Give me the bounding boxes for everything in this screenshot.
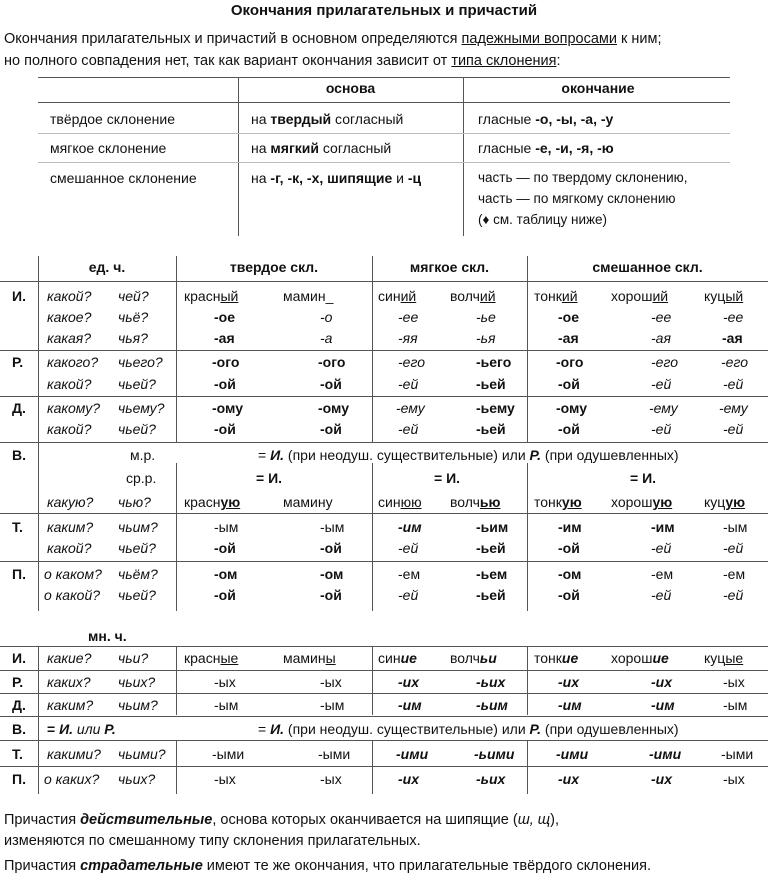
question: чьим? xyxy=(118,697,158,713)
word: синие xyxy=(378,650,417,666)
ending: -ой xyxy=(320,587,342,603)
question: чьей? xyxy=(118,421,156,437)
ending: -ьей xyxy=(476,376,506,392)
note-mixed: изменяются по смешанному типу склонения прилагательных. xyxy=(4,833,421,849)
ending: -ому xyxy=(212,400,243,416)
ending: -ыми xyxy=(721,746,754,762)
ending: -ой xyxy=(320,376,342,392)
case-label: В. xyxy=(12,721,26,737)
ending: -ому xyxy=(318,400,349,416)
word: волчью xyxy=(450,494,501,510)
question: о каком? xyxy=(44,566,102,582)
ending: -ой xyxy=(214,421,236,437)
note-passive-participles: Причастия страдательные имеют те же окончания, что прилагательные твёрдого склонения. xyxy=(4,858,652,874)
type-ending-line: часть — по мягкому склонению xyxy=(478,191,676,206)
ending: -ым xyxy=(723,697,748,713)
ending: -ее xyxy=(651,309,672,325)
plural-label: мн. ч. xyxy=(88,628,127,644)
type-base: на мягкий согласный xyxy=(251,140,392,156)
ending: -ого xyxy=(212,354,240,370)
ending: -ой xyxy=(214,587,236,603)
word: мамины xyxy=(283,650,336,666)
ending: -ое xyxy=(214,309,235,325)
question: чьей? xyxy=(118,376,156,392)
case-label: П. xyxy=(12,566,26,582)
question: чьей? xyxy=(118,540,156,556)
ending: -ей xyxy=(651,376,672,392)
question: какой? xyxy=(47,376,92,392)
case-label: И. xyxy=(12,288,26,304)
ending: -ых xyxy=(214,674,236,690)
ending: -ой xyxy=(558,587,580,603)
ending: -их xyxy=(398,674,419,690)
ending: -их xyxy=(558,771,579,787)
ending: -ой xyxy=(558,421,580,437)
case-label: Р. xyxy=(12,674,24,690)
type-base: на твердый согласный xyxy=(251,111,404,127)
ending: -ьего xyxy=(476,354,512,370)
question: чей? xyxy=(118,288,149,304)
case-label: Т. xyxy=(12,746,23,762)
ending: -его xyxy=(398,354,425,370)
ending: -его xyxy=(651,354,678,370)
ending: -ьему xyxy=(476,400,515,416)
ending: -ом xyxy=(320,566,344,582)
ending: -ей xyxy=(651,540,672,556)
word: тонкие xyxy=(534,650,579,666)
ending: -ыми xyxy=(318,746,351,762)
question: какими? xyxy=(47,746,101,762)
question: какого? xyxy=(47,354,99,370)
question: чья? xyxy=(118,330,148,346)
word: хороший xyxy=(611,288,669,304)
case-label: Т. xyxy=(12,519,23,535)
ending: -им xyxy=(398,519,422,535)
case-label: Р. xyxy=(12,354,24,370)
case-label: Д. xyxy=(12,400,26,416)
ending: -их xyxy=(651,771,672,787)
ending: -ьим xyxy=(476,697,508,713)
question: чьих? xyxy=(118,674,156,690)
ending: -им xyxy=(398,697,422,713)
ending: -ем xyxy=(723,566,746,582)
type-ending: гласные -е, -и, -я, -ю xyxy=(478,140,614,156)
ending: -ьих xyxy=(476,771,506,787)
question: чьим? xyxy=(118,519,158,535)
ending: -ой xyxy=(558,376,580,392)
ending: -ей xyxy=(723,376,744,392)
ending: -ей xyxy=(723,587,744,603)
ending: -ым xyxy=(723,519,748,535)
ending: -ая xyxy=(558,330,579,346)
case-label: И. xyxy=(12,650,26,666)
word: синий xyxy=(378,288,417,304)
ending: -ему xyxy=(719,400,748,416)
ending: -ая xyxy=(214,330,235,346)
question: какой? xyxy=(47,540,92,556)
ending: -ого xyxy=(318,354,346,370)
equals-nom: = И. xyxy=(630,470,657,486)
ending: -ем xyxy=(398,566,421,582)
ending: -ыми xyxy=(212,746,245,762)
equals-nom: = И. xyxy=(434,470,461,486)
ending: -ых xyxy=(214,771,236,787)
word: красную xyxy=(184,494,241,510)
ending: -ом xyxy=(558,566,582,582)
word: волчий xyxy=(450,288,496,304)
question: чьей? xyxy=(118,587,156,603)
question: чьего? xyxy=(118,354,163,370)
intro-line-1: Окончания прилагательных и причастий в основном определяются падежными вопросами к ним; xyxy=(4,31,662,47)
ending: -ому xyxy=(556,400,587,416)
ending: -ей xyxy=(398,540,419,556)
page-title: Окончания прилагательных и причастий xyxy=(230,2,538,19)
ending: -ая xyxy=(722,330,743,346)
question: чьём? xyxy=(118,566,158,582)
case-label: В. xyxy=(12,447,26,463)
question: каких? xyxy=(47,674,91,690)
ending: -им xyxy=(651,519,675,535)
gender-label: м.р. xyxy=(130,447,156,463)
ending: -ей xyxy=(651,421,672,437)
ending: -ых xyxy=(320,771,342,787)
ending: -ой xyxy=(320,421,342,437)
ending: -ым xyxy=(320,519,345,535)
ending: -ей xyxy=(651,587,672,603)
note-active-participles: Причастия действительные, основа которых оканчивается на шипящие (ш, щ), xyxy=(4,812,559,828)
ending: -ими xyxy=(649,746,682,762)
word: куцые xyxy=(704,650,744,666)
gender-label: ср.р. xyxy=(126,470,157,486)
ending: -яя xyxy=(398,330,418,346)
ending: -ой xyxy=(558,540,580,556)
type-ending-line: часть — по твердому склонению, xyxy=(478,170,688,185)
ending: -ой xyxy=(320,540,342,556)
ending: -им xyxy=(651,697,675,713)
question: о каких? xyxy=(44,771,100,787)
question: чьи? xyxy=(118,650,149,666)
ending: -ая xyxy=(651,330,671,346)
ending: -ых xyxy=(320,674,342,690)
ending: -ым xyxy=(214,519,239,535)
ending: -их xyxy=(398,771,419,787)
ending: -ей xyxy=(398,587,419,603)
word: куцую xyxy=(704,494,746,510)
type-name: мягкое склонение xyxy=(50,140,167,156)
ending: -о xyxy=(320,309,333,325)
ending: -ого xyxy=(556,354,584,370)
question: чьё? xyxy=(118,309,149,325)
word: куцый xyxy=(704,288,744,304)
word: волчьи xyxy=(450,650,497,666)
question: чью? xyxy=(118,494,151,510)
ending: -ей xyxy=(398,376,419,392)
type-ending: гласные -о, -ы, -а, -у xyxy=(478,111,614,127)
header-base: основа xyxy=(325,80,376,96)
ending: -ее xyxy=(723,309,744,325)
ending: -ими xyxy=(396,746,429,762)
ending: -ой xyxy=(214,376,236,392)
ending: -ья xyxy=(476,330,496,346)
word: тонкий xyxy=(534,288,578,304)
ending: -ей xyxy=(723,540,744,556)
ending: -ьих xyxy=(476,674,506,690)
ending: -ему xyxy=(649,400,678,416)
ending: -ему xyxy=(396,400,425,416)
accusative-rule: = И. (при неодуш. существительные) или Р. (при одушевленных) xyxy=(258,447,679,463)
ending: -ей xyxy=(398,421,419,437)
word: хорошую xyxy=(611,494,673,510)
ending: -ых xyxy=(723,674,745,690)
ending: -ым xyxy=(320,697,345,713)
word: красные xyxy=(184,650,239,666)
question: о какой? xyxy=(44,587,101,603)
word: мамину xyxy=(283,494,333,510)
type-base: на -г, -к, -х, шипящие и -ц xyxy=(251,170,422,186)
ending: -ьей xyxy=(476,540,506,556)
type-name: твёрдое склонение xyxy=(50,111,175,127)
ending: -им xyxy=(558,697,582,713)
ending: -ой xyxy=(214,540,236,556)
accusative-rule: = И. (при неодуш. существительные) или Р. (при одушевленных) xyxy=(258,721,679,737)
word: хорошие xyxy=(611,650,669,666)
ending: -ом xyxy=(214,566,238,582)
header-ending: окончание xyxy=(561,80,635,96)
question: каким? xyxy=(47,697,94,713)
ending: -ьей xyxy=(476,587,506,603)
question: какая? xyxy=(47,330,92,346)
ending: -ое xyxy=(558,309,579,325)
case-label: Д. xyxy=(12,697,26,713)
ending: -их xyxy=(558,674,579,690)
word: тонкую xyxy=(534,494,582,510)
ending: -а xyxy=(320,330,333,346)
question: чьих? xyxy=(118,771,156,787)
ending: -их xyxy=(651,674,672,690)
word: мамин_ xyxy=(283,288,334,304)
singular-label: ед. ч. xyxy=(88,259,126,275)
case-label: П. xyxy=(12,771,26,787)
ending: -ьей xyxy=(476,421,506,437)
ending: -ьим xyxy=(476,519,509,535)
ending: -его xyxy=(721,354,748,370)
ending: -ьем xyxy=(476,566,508,582)
ending: -ье xyxy=(476,309,496,325)
ending: -ем xyxy=(651,566,674,582)
ending: -ьими xyxy=(474,746,515,762)
header-mixed: смешанное скл. xyxy=(592,259,703,275)
ending: -ых xyxy=(723,771,745,787)
question: какое? xyxy=(47,309,92,325)
question: какие? xyxy=(47,650,92,666)
type-ending-line: (♦ см. таблицу ниже) xyxy=(478,212,608,227)
question: какому? xyxy=(47,400,101,416)
word: синюю xyxy=(378,494,422,510)
question: чьему? xyxy=(118,400,165,416)
equals-nom: = И. xyxy=(256,470,283,486)
question: чьими? xyxy=(118,746,166,762)
ending: -ей xyxy=(723,421,744,437)
intro-line-2: но полного совпадения нет, так как вариант окончания зависит от типа склонения: xyxy=(4,53,561,69)
question: каким? xyxy=(47,519,94,535)
ending: -ими xyxy=(556,746,589,762)
question: какой? xyxy=(47,288,92,304)
header-hard: твердое скл. xyxy=(229,259,319,275)
question: какую? xyxy=(47,494,94,510)
ending: -им xyxy=(558,519,582,535)
word: красный xyxy=(184,288,239,304)
header-soft: мягкое скл. xyxy=(409,259,490,275)
ending: -ее xyxy=(398,309,419,325)
accusative-plural-rule: = И. или Р. xyxy=(47,721,116,737)
type-name: смешанное склонение xyxy=(50,170,197,186)
ending: -ым xyxy=(214,697,239,713)
question: какой? xyxy=(47,421,92,437)
